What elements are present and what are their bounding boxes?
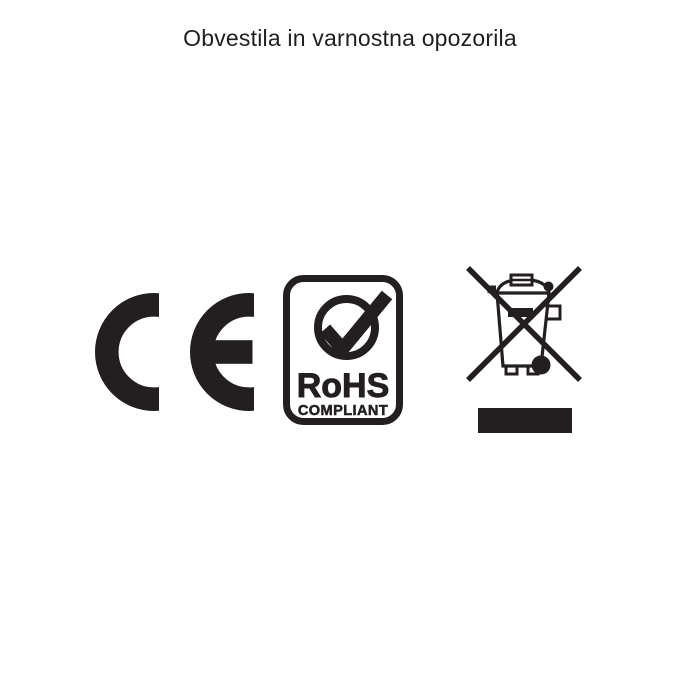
rohs-sublabel: COMPLIANT [297, 403, 389, 419]
weee-solid-bar-icon [478, 408, 572, 433]
ce-letter-e [202, 305, 260, 399]
weee-crossed-out-bin-icon [455, 260, 585, 440]
ce-mark-icon [90, 290, 260, 414]
ce-letter-c [107, 305, 201, 399]
section-title: Obvestila in varnostna opozorila [183, 25, 517, 51]
rohs-label: RoHS [296, 367, 390, 405]
checkmark-circle-icon [318, 295, 387, 356]
rohs-badge-icon [281, 273, 405, 427]
